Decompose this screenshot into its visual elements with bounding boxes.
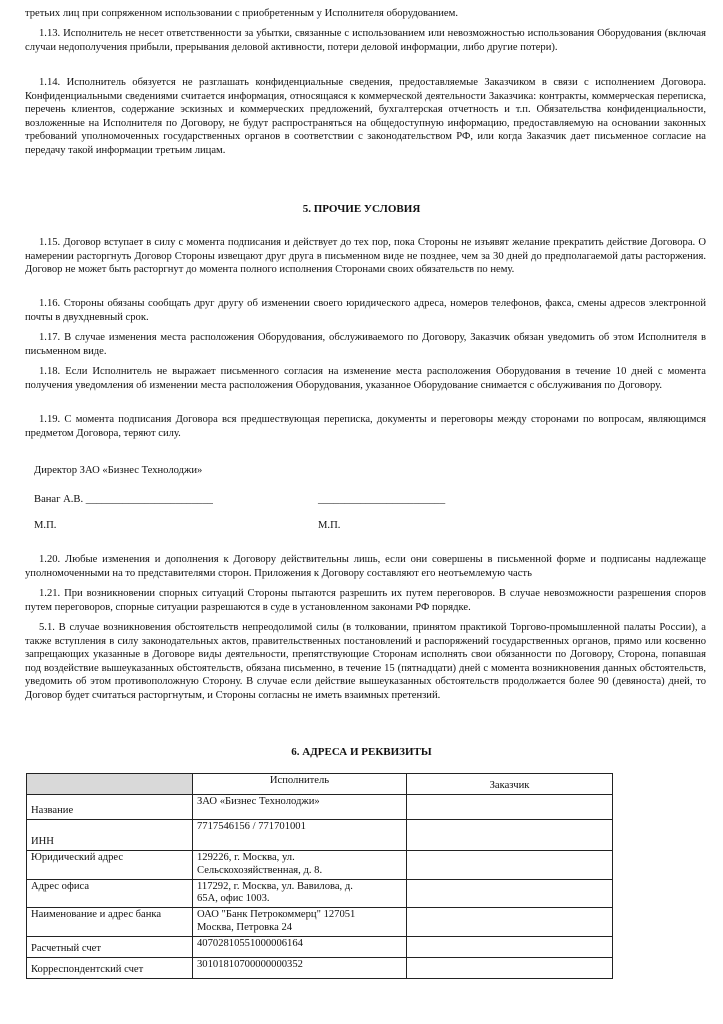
clause-number: 1.20. xyxy=(39,554,61,565)
customer-value xyxy=(407,908,613,937)
table-header-row xyxy=(27,774,613,795)
executor-value: 129226, г. Москва, ул. Сельскохозяйственная, д. 8. xyxy=(193,851,407,880)
clause-number: 1.17. xyxy=(39,332,61,343)
clause-number: 1.14. xyxy=(39,77,61,88)
clause-text: В случае возникновения обстоятельств непреодолимой силы (в толковании, принятом практикой Торгово-промышленной палаты России), а также вступления в силу законодательных актов, правительственных постановлений и распоряжений государственных органов, прямо или косвенно запрещающих указанные в Договоре виды деятельности, препятствующие Сторонам исполнять свои обязанности по Договору, Сторона, попавшая под воздействие вышеуказанных обстоятельств, обязана письменно, в течение 15 (пятнадцати) дней с момента возникновения данных обстоятельств, уведомить об этом противоположную Сторону. В случае если действие вышеуказанных обстоятельств продолжается более 90 (девяноста) дней, то Договор будет считаться расторгнутым, и Стороны согласны не иметь взаимных претензий. xyxy=(25,622,706,701)
clause-1-17 xyxy=(25,331,706,358)
clause-number: 1.18. xyxy=(39,366,61,377)
clause-number: 1.13. xyxy=(39,28,61,39)
table-row xyxy=(27,908,613,937)
clause-1-20 xyxy=(25,553,706,580)
clause-1-18 xyxy=(25,365,706,392)
clause-1-19 xyxy=(25,413,706,440)
executor-value: 7717546156 / 771701001 xyxy=(193,820,407,851)
stamp-place-customer: М.П. xyxy=(318,520,341,531)
customer-value xyxy=(407,936,613,957)
clause-text: Стороны обязаны сообщать друг другу об изменении своего юридического адреса, номеров телефонов, факса, смены адресов электронной почты в двухдневный срок. xyxy=(25,298,706,323)
customer-value xyxy=(407,851,613,880)
clause-1-16 xyxy=(25,297,706,324)
clause-1-14 xyxy=(25,76,706,158)
clause-1-15 xyxy=(25,236,706,277)
clause-number: 1.19. xyxy=(39,414,61,425)
clause-text: В случае изменения места расположения Оборудования, обслуживаемого по Договору, Заказчик обязан уведомить об этом Исполнителя в письменном виде. xyxy=(25,332,706,357)
clause-number: 1.16. xyxy=(39,298,61,309)
clause-5-1 xyxy=(25,621,706,703)
executor-value: ОАО "Банк Петрокоммерц" 127051 Москва, Петровка 24 xyxy=(193,908,407,937)
section-5-heading: 5. ПРОЧИЕ УСЛОВИЯ xyxy=(302,203,421,215)
executor-value: ЗАО «Бизнес Технолоджи» xyxy=(193,795,407,820)
row-label: Наименование и адрес банка xyxy=(27,908,193,937)
clause-text: Любые изменения и дополнения к Договору действительны лишь, если они совершены в письменной форме и подписаны надлежаще уполномоченными на то представителями сторон. Приложения к Договору составляют его неотъемлемую часть xyxy=(25,554,706,579)
stamp-place-executor: М.П. xyxy=(34,520,57,531)
customer-value xyxy=(407,957,613,978)
row-label: ИНН xyxy=(27,820,193,851)
clause-text: Исполнитель не несет ответственности за убытки, связанные с использованием или невозможностью использования Оборудования (включая случаи недополучения прибыли, прерывания деловой активности, потери деловой информации, либо другие потери). xyxy=(25,28,706,53)
clause-1-13 xyxy=(25,27,706,54)
table-row xyxy=(27,851,613,880)
table-row xyxy=(27,820,613,851)
director-title: Директор ЗАО «Бизнес Технолоджи» xyxy=(34,465,203,476)
customer-value xyxy=(407,795,613,820)
signature-line-executor: Ванаг А.В. ________________________ xyxy=(34,494,213,505)
signature-line-customer: ________________________ xyxy=(318,494,446,505)
executor-value: 30101810700000000352 xyxy=(193,957,407,978)
header-customer: Заказчик xyxy=(407,774,613,795)
intro-line: третьих лиц при сопряженном использовании с приобретенным у Исполнителя оборудованием. xyxy=(25,8,458,19)
section-6-heading: 6. АДРЕСА И РЕКВИЗИТЫ xyxy=(291,746,432,758)
clause-text: С момента подписания Договора вся предшествующая переписка, документы и переговоры между сторонами по вопросам, являющимся предметом Договора, теряют силу. xyxy=(25,414,706,439)
customer-value xyxy=(407,879,613,908)
header-blank-cell xyxy=(27,774,193,795)
executor-value: 40702810551000006164 xyxy=(193,936,407,957)
customer-value xyxy=(407,820,613,851)
executor-value: 117292, г. Москва, ул. Вавилова, д. 65А, офис 1003. xyxy=(193,879,407,908)
clause-text: Договор вступает в силу с момента подписания и действует до тех пор, пока Стороны не изъявят желание прекратить действие Договора. О намерении расторгнуть Договор Стороны извещают друг друга в письменном виде не позднее, чем за 30 дней до предполагаемой даты расторжения. Договор не может быть расторгнут до момента полного исполнения Сторонами своих обязательств по нему. xyxy=(25,237,706,276)
header-executor: Исполнитель xyxy=(193,774,407,795)
row-label: Расчетный счет xyxy=(27,936,193,957)
clause-number: 1.15. xyxy=(39,237,61,248)
clause-text: Если Исполнитель не выражает письменного согласия на изменение места расположения Оборудования в течение 10 дней с момента получения уведомления об изменении места расположения Оборудования, указанное Оборудование снимается с обслуживания по Договору. xyxy=(25,366,706,391)
table-row xyxy=(27,957,613,978)
row-label: Юридический адрес xyxy=(27,851,193,880)
table-row xyxy=(27,795,613,820)
clause-number: 5.1. xyxy=(39,622,55,633)
clause-1-21 xyxy=(25,587,706,614)
row-label: Корреспондентский счет xyxy=(27,957,193,978)
row-label: Адрес офиса xyxy=(27,879,193,908)
row-label: Название xyxy=(27,795,193,820)
table-row xyxy=(27,936,613,957)
clause-text: Исполнитель обязуется не разглашать конфиденциальные сведения, предоставляемые Заказчиком в связи с исполнением Договора. Конфиденциальными сведениями считается информация, относящаяся к коммерческой деятельности Заказчика: контракты, коммерческая переписка, перечень клиентов, содержание эскизных и коммерческих предложений, бухгалтерская отчетность и т.п. Обязательства конфиденциальности, возложенные на Исполнителя по Договору, не будут распространяться на общедоступную информацию, предоставляемую на основании законных требований уполномоченных государственных органов в соответствии с законодательством РФ, или когда Заказчик дает письменное согласие на передачу такой информации третьим лицам. xyxy=(25,77,706,156)
table-row xyxy=(27,879,613,908)
requisites-table xyxy=(26,773,613,979)
clause-text: При возникновении спорных ситуаций Стороны пытаются разрешить их путем переговоров. В случае невозможности разрешения споров путем переговоров, спорные ситуации разрешаются в суде в установленном законами РФ порядке. xyxy=(25,588,706,613)
clause-number: 1.21. xyxy=(39,588,61,599)
